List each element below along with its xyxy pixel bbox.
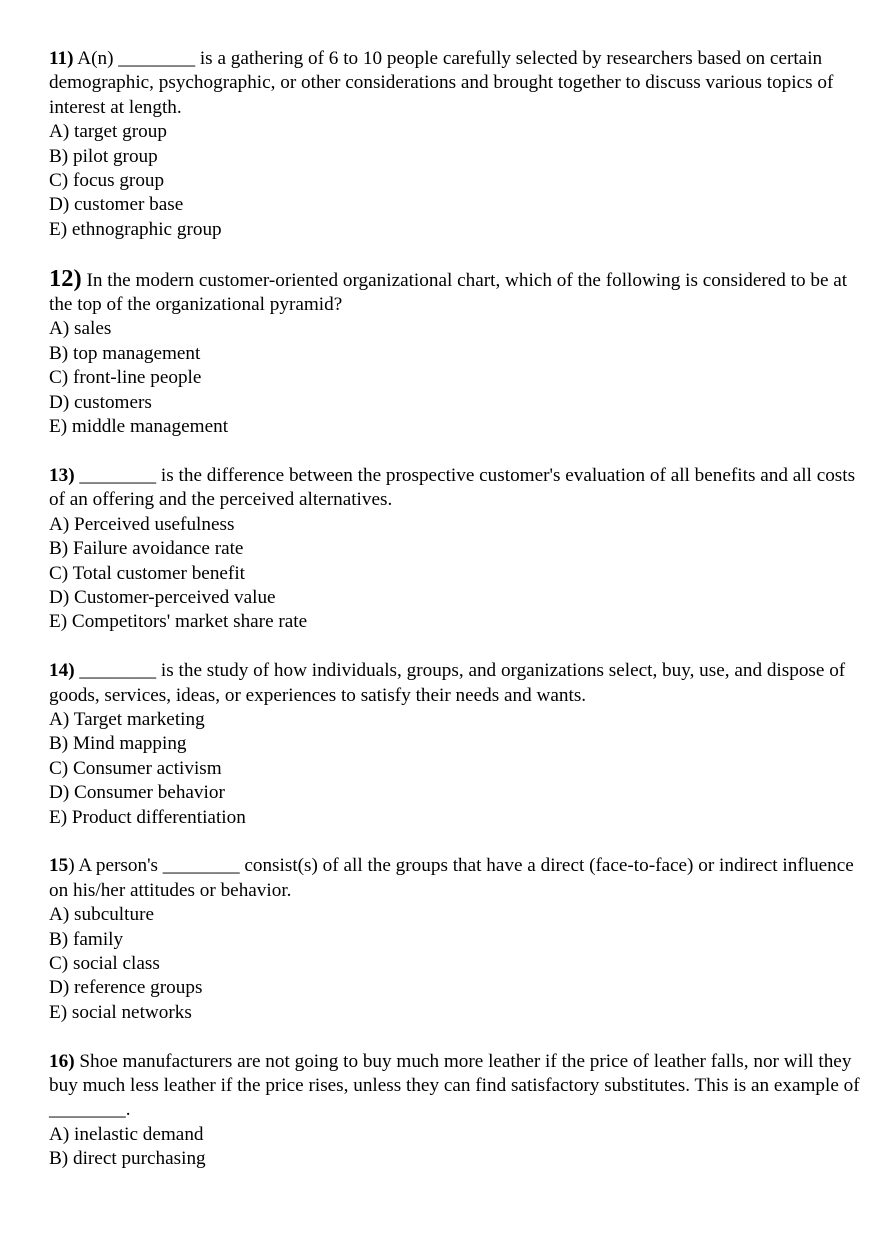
question-number: 11) [49,48,74,69]
answer-option-d: D) Consumer behavior [49,782,225,804]
question-number: 14) [49,660,75,682]
question-11 [49,47,869,242]
question-stem [49,464,869,513]
question-number: 15 [49,855,69,877]
answer-options [49,708,869,830]
answer-option-d: D) reference groups [49,977,203,999]
question-stem [49,659,869,708]
answer-option-e: E) Product differentiation [49,806,246,828]
question-text: Shoe manufacturers are not going to buy much more leather if the price of leather falls, nor will they buy much less leather if the price rises, unless they can find satisfactory substitutes. This is an example of ________. [49,1050,860,1121]
question-number: 12) [49,264,82,292]
question-12 [49,264,869,440]
question-number: 13) [49,464,75,486]
answer-option-a: A) subculture [49,904,154,926]
answer-option-b: B) Mind mapping [49,733,187,755]
answer-option-b: B) pilot group [49,145,158,167]
question-text: ________ is the difference between the prospective customer's evaluation of all benefits and all costs of an offering and the perceived alternatives. [49,464,856,511]
answer-option-e: E) Competitors' market share rate [49,611,308,633]
answer-option-c: C) focus group [49,170,165,192]
answer-option-b: B) top management [49,342,201,364]
answer-option-a: A) Target marketing [49,708,205,730]
question-text: ________ is the study of how individuals, groups, and organizations select, buy, use, and dispose of goods, services, ideas, or experiences to satisfy their needs and wants. [49,660,846,706]
answer-option-a: A) inelastic demand [49,1123,204,1145]
question-16 [49,1050,869,1172]
question-13 [49,464,869,635]
answer-option-c: C) Total customer benefit [49,562,245,584]
answer-option-a: A) Perceived usefulness [49,513,235,535]
question-text: A(n) ________ is a gathering of 6 to 10 people carefully selected by researchers based on certain demographic, psychographic, or other considerations and brought together to discuss various topics of interest at length. [49,48,834,118]
answer-option-c: C) social class [49,952,160,974]
answer-options [49,903,869,1025]
answer-options [49,120,869,242]
question-stem [49,854,869,903]
question-stem [49,1050,869,1123]
document-page [49,47,869,1196]
answer-option-c: C) front-line people [49,367,202,389]
answer-option-e: E) middle management [49,416,229,438]
question-text: In the modern customer-oriented organizational chart, which of the following is considered to be at the top of the organizational pyramid? [49,269,848,316]
answer-option-e: E) social networks [49,1001,192,1023]
answer-option-a: A) sales [49,318,112,340]
answer-option-d: D) customer base [49,194,184,216]
answer-option-b: B) Failure avoidance rate [49,538,244,560]
answer-options [49,1123,869,1172]
answer-option-b: B) direct purchasing [49,1148,206,1170]
answer-option-d: D) Customer-perceived value [49,586,276,608]
answer-option-c: C) Consumer activism [49,757,222,779]
question-stem [49,47,869,120]
question-number: 16) [49,1050,75,1072]
answer-option-e: E) ethnographic group [49,218,222,240]
answer-options [49,317,869,439]
question-number-suffix: ) [68,855,75,877]
answer-option-b: B) family [49,928,124,950]
question-14 [49,659,869,830]
question-15 [49,854,869,1025]
question-text: A person's ________ consist(s) of all the groups that have a direct (face-to-face) or indirect influence on his/her attitudes or behavior. [49,855,854,901]
answer-option-d: D) customers [49,391,152,413]
question-stem [49,264,869,318]
answer-options [49,513,869,635]
answer-option-a: A) target group [49,121,167,143]
